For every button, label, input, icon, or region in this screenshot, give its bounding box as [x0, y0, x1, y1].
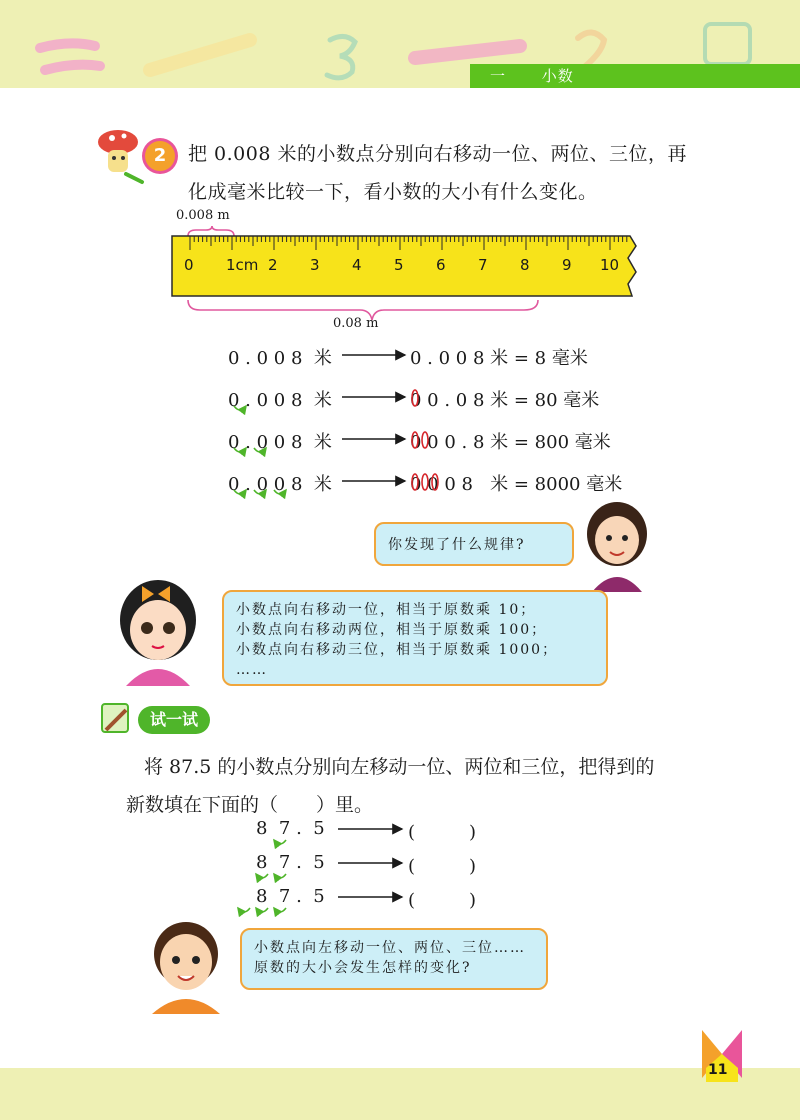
exercise-line-1: 将 87.5 的小数点分别向左移动一位、两位和三位，把得到的	[144, 756, 655, 778]
boy-speech-bubble	[240, 928, 548, 990]
page-number: 11	[708, 1062, 728, 1078]
ruler-bottom-label: 0.08 m	[333, 316, 379, 331]
equation-right: 0 . 0 0 8 米 = 8 毫米	[410, 348, 588, 369]
tick-label: 5	[394, 256, 404, 274]
chapter-title: 小数	[541, 67, 574, 85]
equation-right: 0 0 0 . 8 米 = 800 毫米	[410, 432, 611, 453]
question-text	[188, 135, 748, 211]
tick-label: 1cm	[226, 256, 259, 274]
teacher-question: 你发现了什么规律?	[388, 537, 526, 553]
equation-right: 0 0 0 8 米 = 8000 毫米	[410, 474, 623, 495]
exercise-line-2: 新数填在下面的（ ）里。	[126, 794, 374, 816]
rule-line: 小数点向右移动三位，相当于原数乘 1000；	[236, 642, 559, 658]
try-it-label: 试一试	[138, 706, 210, 734]
girl-avatar-icon	[112, 574, 208, 686]
ruler-top-label: 0.008 m	[176, 208, 230, 223]
tick-label: 9	[562, 256, 572, 274]
answer-blank[interactable]: ( )	[408, 890, 477, 911]
exercise-number: 8 7 . 5	[256, 852, 325, 873]
question-badge	[142, 138, 178, 174]
question-number: 2	[145, 141, 175, 171]
chapter-label	[490, 65, 574, 86]
ruler-tick-labels	[170, 256, 650, 280]
chapter-number: 一	[490, 67, 507, 85]
equation-left: 0 . 0 0 8 米	[228, 432, 332, 453]
answer-blank[interactable]: ( )	[408, 822, 477, 843]
tick-label: 10	[600, 256, 620, 274]
girl-speech-bubble	[222, 590, 608, 686]
teacher-avatar-icon	[572, 500, 662, 592]
notebook-icon	[96, 700, 136, 736]
tick-label: 7	[478, 256, 488, 274]
footer-band	[0, 1068, 800, 1120]
exercise-arrows	[220, 812, 420, 922]
tick-label: 2	[268, 256, 278, 274]
boy-question-line: 小数点向左移动一位、两位、三位……	[254, 940, 526, 956]
tick-label: 4	[352, 256, 362, 274]
question-line-2: 化成毫米比较一下，看小数的大小有什么变化。	[188, 181, 598, 203]
tick-label: 0	[184, 256, 194, 274]
equation-right: 0 0 . 0 8 米 = 80 毫米	[410, 390, 600, 411]
exercise-number: 8 7 . 5	[256, 818, 325, 839]
arrow-marks	[220, 340, 420, 510]
exercise-number: 8 7 . 5	[256, 886, 325, 907]
answer-blank[interactable]: ( )	[408, 856, 477, 877]
boy-question-line: 原数的大小会发生怎样的变化?	[254, 960, 472, 976]
teacher-speech-bubble	[374, 522, 574, 566]
rule-line: ……	[236, 662, 268, 678]
exercise-text	[126, 748, 726, 824]
rule-line: 小数点向右移动一位，相当于原数乘 10；	[236, 602, 537, 618]
question-line-1: 把 0.008 米的小数点分别向右移动一位、两位、三位，再	[188, 143, 687, 165]
tick-label: 3	[310, 256, 320, 274]
tick-label: 8	[520, 256, 530, 274]
boy-avatar-icon	[140, 914, 236, 1014]
tick-label: 6	[436, 256, 446, 274]
rule-line: 小数点向右移动两位，相当于原数乘 100；	[236, 622, 548, 638]
equation-left: 0 . 0 0 8 米	[228, 348, 332, 369]
red-zero-marks	[405, 380, 465, 500]
equation-left: 0 . 0 0 8 米	[228, 474, 332, 495]
equation-left: 0 . 0 0 8 米	[228, 390, 332, 411]
